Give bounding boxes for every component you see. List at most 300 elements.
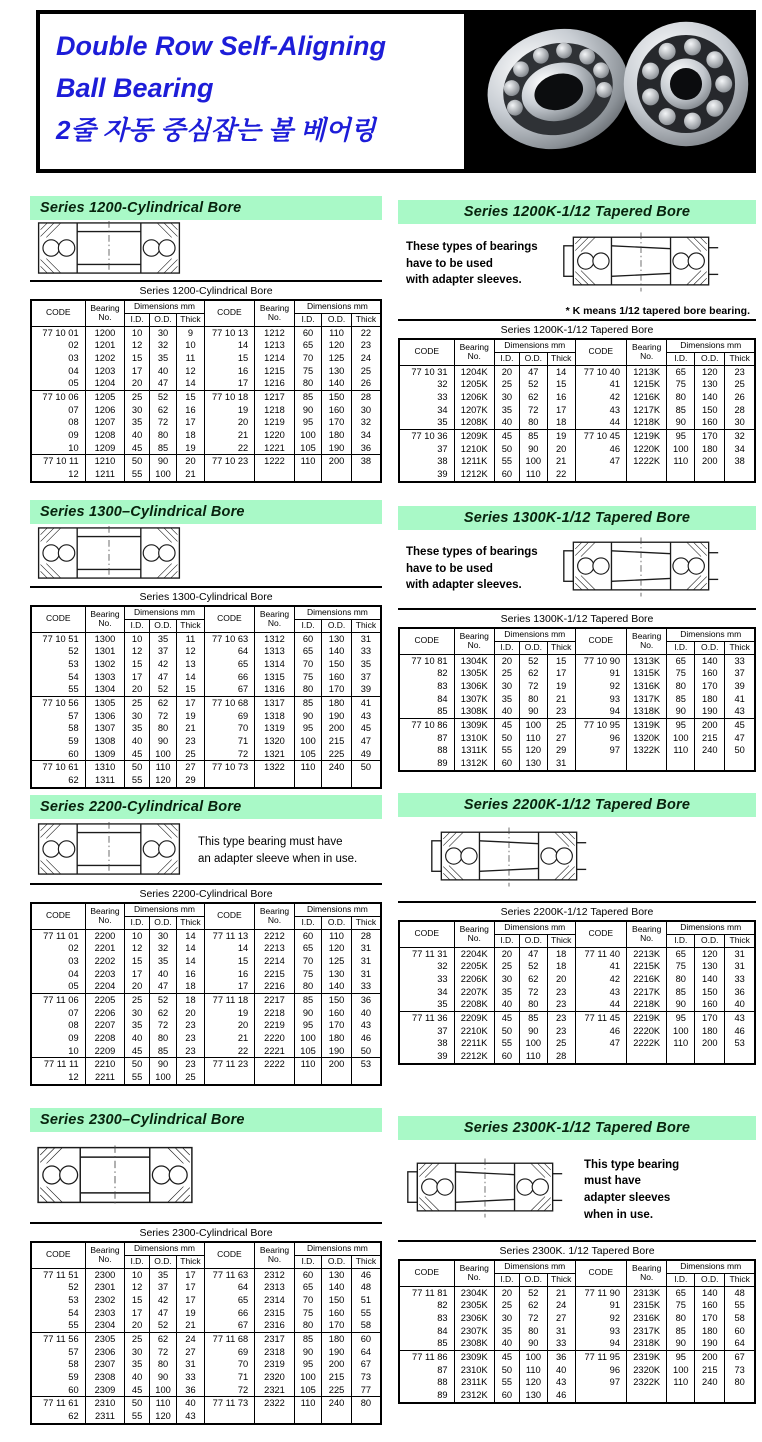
dimension-cell: 49 xyxy=(351,748,381,761)
dimension-cell: 75 xyxy=(667,960,695,973)
dimension-cell: 50 xyxy=(125,761,150,774)
dimension-cell: 170 xyxy=(695,1011,725,1024)
table-row xyxy=(399,1337,755,1350)
dimension-cell: 23 xyxy=(547,998,575,1011)
dimension-cell: 12 xyxy=(125,1281,150,1294)
note-line: must have xyxy=(584,1175,641,1188)
bearing-cross-section-diagram xyxy=(36,822,182,881)
code-cell: 77 10 81 xyxy=(411,655,448,666)
dimension-cell: 20 xyxy=(125,1319,150,1332)
dimension-cell: 20 xyxy=(177,1007,204,1020)
bearing-no-cell: 2315K xyxy=(627,1299,667,1312)
bearing-no-cell: 1216 xyxy=(255,377,295,390)
code-cell: 52 xyxy=(68,1282,79,1293)
dimension-cell: 15 xyxy=(125,1294,150,1307)
dimension-cell: 215 xyxy=(695,732,725,745)
note-line: These types of bearings xyxy=(406,545,538,558)
bearing-photo-icon xyxy=(474,14,642,164)
bearing-no-cell: 1304 xyxy=(85,683,125,696)
dimension-cell xyxy=(294,1071,321,1085)
dimension-cell: 85 xyxy=(667,1325,695,1338)
bearing-no-cell: 1314 xyxy=(255,658,295,671)
dimension-cell: 100 xyxy=(294,429,321,442)
col-subheader: O.D. xyxy=(149,916,176,929)
dimension-cell: 90 xyxy=(294,404,321,417)
usage-note xyxy=(402,237,560,291)
table-row xyxy=(31,968,381,981)
dimension-cell: 17 xyxy=(177,1294,204,1307)
bearing-no-cell: 1206K xyxy=(454,391,494,404)
dimension-cell: 140 xyxy=(695,973,725,986)
dimension-cell: 30 xyxy=(125,1007,150,1020)
dimension-cell: 80 xyxy=(294,980,321,993)
dimension-cell: 12 xyxy=(125,339,150,352)
col-header-dimensions: Dimensions mm xyxy=(125,1242,204,1255)
bearing-no-cell: 2303 xyxy=(85,1307,125,1320)
dimension-cell: 15 xyxy=(125,955,150,968)
series-banner-label: Series 2200K-1/12 Tapered Bore xyxy=(463,797,691,813)
code-cell: 07 xyxy=(68,404,79,415)
dimension-cell: 45 xyxy=(125,748,150,761)
note-line: adapter sleeves xyxy=(584,1192,671,1204)
dimension-cell: 52 xyxy=(149,1319,176,1332)
col-subheader: Thick xyxy=(725,934,755,947)
bearing-no-cell: 2206K xyxy=(454,973,494,986)
col-subheader: O.D. xyxy=(519,1273,547,1286)
code-cell: 19 xyxy=(204,404,255,417)
dimension-cell: 40 xyxy=(125,1371,150,1384)
dimension-cell xyxy=(725,1050,755,1064)
col-subheader: Thick xyxy=(547,641,575,654)
bearing-cross-section-diagram xyxy=(560,232,722,297)
dimension-cell: 45 xyxy=(494,718,519,731)
bearing-no-cell: 2202 xyxy=(85,955,125,968)
dimension-cell: 30 xyxy=(494,973,519,986)
dimension-cell xyxy=(351,1071,381,1085)
dimension-cell: 33 xyxy=(351,980,381,993)
bearing-table-2300 xyxy=(30,1241,382,1425)
dimension-cell: 200 xyxy=(322,1058,352,1071)
col-header-code: CODE xyxy=(204,606,255,632)
dimension-cell: 30 xyxy=(125,1346,150,1359)
dimension-cell: 70 xyxy=(294,1294,321,1307)
bearing-no-cell: 1316 xyxy=(255,683,295,696)
dimension-cell: 100 xyxy=(519,455,547,468)
table-row xyxy=(399,998,755,1011)
code-cell: 10 xyxy=(68,442,79,453)
series-banner-2200k xyxy=(398,793,756,817)
table-title: Series 1200-Cylindrical Bore xyxy=(30,280,382,299)
table-row xyxy=(399,365,755,378)
dimension-cell: 32 xyxy=(149,942,176,955)
dimension-cell: 17 xyxy=(177,416,204,429)
dimension-cell: 90 xyxy=(519,705,547,718)
dimension-cell: 80 xyxy=(519,1325,547,1338)
bearing-no-cell: 2219 xyxy=(255,1019,295,1032)
dimension-cell: 120 xyxy=(519,1376,547,1389)
dimension-cell: 15 xyxy=(547,654,575,667)
col-header-bearing-no: Bearing No. xyxy=(627,339,667,365)
bearing-no-cell: 2309K xyxy=(454,1350,494,1363)
bearing-no-cell: 1301 xyxy=(85,645,125,658)
col-subheader: Thick xyxy=(351,916,381,929)
dimension-cell: 31 xyxy=(351,968,381,981)
dimension-cell: 120 xyxy=(695,365,725,378)
dimension-cell xyxy=(322,468,352,482)
col-header-code: CODE xyxy=(575,339,626,365)
bearing-no-cell xyxy=(255,468,295,482)
code-cell: 70 xyxy=(204,1358,255,1371)
col-subheader: I.D. xyxy=(494,1273,519,1286)
col-header-bearing-no: Bearing No. xyxy=(454,921,494,947)
dimension-cell: 37 xyxy=(725,667,755,680)
bearing-no-cell: 2218K xyxy=(627,998,667,1011)
col-header-dimensions: Dimensions mm xyxy=(294,903,381,916)
code-cell: 12 xyxy=(68,1072,79,1083)
code-cell: 38 xyxy=(437,1038,448,1049)
dimension-cell: 105 xyxy=(294,748,321,761)
dimension-cell: 85 xyxy=(667,986,695,999)
code-cell: 77 10 68 xyxy=(204,696,255,709)
dimension-cell: 30 xyxy=(125,710,150,723)
bearing-photo-2-icon xyxy=(620,18,752,150)
bearing-no-cell: 2220 xyxy=(255,1032,295,1045)
bearing-no-cell: 1208K xyxy=(454,416,494,429)
code-cell: 84 xyxy=(437,1325,448,1336)
dimension-cell: 80 xyxy=(351,1397,381,1410)
dimension-cell: 20 xyxy=(547,973,575,986)
dimension-cell: 130 xyxy=(519,757,547,771)
code-cell: 03 xyxy=(68,352,79,363)
dimension-cell: 29 xyxy=(177,774,204,788)
dimension-cell: 180 xyxy=(695,443,725,456)
code-cell: 83 xyxy=(437,680,448,691)
code-cell: 55 xyxy=(68,1320,79,1331)
table-row xyxy=(399,693,755,706)
dimension-cell: 72 xyxy=(149,416,176,429)
page-title-korean: 2줄 자동 중심잡는 볼 베어링 xyxy=(56,114,376,145)
bearing-no-cell: 1309 xyxy=(85,748,125,761)
bearing-no-cell: 1318 xyxy=(255,710,295,723)
dimension-cell: 95 xyxy=(294,1358,321,1371)
bearing-no-cell: 1211 xyxy=(85,468,125,482)
bearing-no-cell: 1222K xyxy=(627,455,667,468)
col-header-dimensions: Dimensions mm xyxy=(294,300,381,313)
code-cell: 72 xyxy=(204,1384,255,1397)
dimension-cell: 55 xyxy=(125,774,150,788)
dimension-cell: 75 xyxy=(294,1307,321,1320)
dimension-cell: 30 xyxy=(149,929,176,942)
code-cell: 87 xyxy=(437,732,448,743)
bearing-no-cell: 1203 xyxy=(85,365,125,378)
bearing-no-cell: 2208K xyxy=(454,998,494,1011)
dimension-cell: 180 xyxy=(322,429,352,442)
dimension-cell: 85 xyxy=(294,993,321,1006)
bearing-no-cell: 2313 xyxy=(255,1281,295,1294)
dimension-cell: 160 xyxy=(695,998,725,1011)
title-box xyxy=(40,14,464,169)
code-cell: 09 xyxy=(68,1033,79,1044)
col-subheader: I.D. xyxy=(667,352,695,365)
bearing-no-cell: 2310K xyxy=(454,1364,494,1377)
dimension-cell: 80 xyxy=(149,1032,176,1045)
bearing-no-cell: 1302 xyxy=(85,658,125,671)
dimension-cell: 51 xyxy=(351,1294,381,1307)
dimension-cell: 11 xyxy=(177,352,204,365)
dimension-cell: 90 xyxy=(667,998,695,1011)
table-row xyxy=(399,404,755,417)
dimension-cell: 12 xyxy=(125,942,150,955)
dimension-cell: 80 xyxy=(667,680,695,693)
dimension-cell: 35 xyxy=(351,658,381,671)
dimension-cell: 43 xyxy=(725,705,755,718)
k-meaning-note: * K means 1/12 tapered bore bearing. xyxy=(565,305,750,317)
dimension-cell: 65 xyxy=(294,645,321,658)
dimension-cell: 85 xyxy=(667,693,695,706)
code-cell: 07 xyxy=(68,1007,79,1018)
dimension-cell: 18 xyxy=(547,960,575,973)
bearing-table-2200k xyxy=(398,920,756,1065)
dimension-cell: 36 xyxy=(351,442,381,455)
dimension-cell: 40 xyxy=(351,1007,381,1020)
bearing-no-cell xyxy=(627,468,667,482)
dimension-cell: 20 xyxy=(125,683,150,696)
code-cell: 93 xyxy=(575,1325,626,1338)
dimension-cell: 45 xyxy=(125,442,150,455)
dimension-cell: 55 xyxy=(125,1071,150,1085)
bearing-cross-section-diagram xyxy=(560,537,722,602)
code-cell: 66 xyxy=(204,1307,255,1320)
code-cell: 89 xyxy=(437,758,448,769)
bearing-no-cell: 2222 xyxy=(255,1058,295,1071)
col-subheader: Thick xyxy=(351,313,381,326)
code-cell: 20 xyxy=(204,1019,255,1032)
col-header-bearing-no: Bearing No. xyxy=(454,1260,494,1286)
dimension-cell: 22 xyxy=(351,326,381,339)
col-header-bearing-no: Bearing No. xyxy=(85,903,125,929)
bearing-no-cell: 1312K xyxy=(454,757,494,771)
table-row xyxy=(399,732,755,745)
table-row xyxy=(399,1286,755,1299)
dimension-cell: 80 xyxy=(149,1358,176,1371)
code-cell: 77 10 11 xyxy=(31,455,85,468)
bearing-no-cell: 1322K xyxy=(627,744,667,757)
bearing-no-cell: 1219 xyxy=(255,416,295,429)
dimension-cell: 64 xyxy=(725,1337,755,1350)
bearing-no-cell: 2211 xyxy=(85,1071,125,1085)
bearing-no-cell: 1214 xyxy=(255,352,295,365)
bearing-no-cell: 2218 xyxy=(255,1007,295,1020)
dimension-cell: 40 xyxy=(494,705,519,718)
bearing-no-cell: 1211K xyxy=(454,455,494,468)
code-cell: 71 xyxy=(204,1371,255,1384)
dimension-cell: 45 xyxy=(494,1011,519,1024)
dimension-cell: 25 xyxy=(351,365,381,378)
bearing-no-cell: 2205K xyxy=(454,960,494,973)
dimension-cell: 23 xyxy=(351,339,381,352)
dimension-cell: 35 xyxy=(125,1358,150,1371)
table-title: Series 2200K-1/12 Tapered Bore xyxy=(398,901,756,920)
code-cell: 64 xyxy=(204,1281,255,1294)
note-line: have to be used xyxy=(406,562,493,575)
dimension-cell: 13 xyxy=(177,658,204,671)
bearing-cross-section-diagram xyxy=(36,1139,194,1216)
dimension-cell: 105 xyxy=(294,1045,321,1058)
dimension-cell: 110 xyxy=(519,732,547,745)
note-line: have to be used xyxy=(406,257,493,270)
dimension-cell: 20 xyxy=(125,980,150,993)
table-row xyxy=(31,1346,381,1359)
code-cell: 03 xyxy=(68,955,79,966)
dimension-cell: 72 xyxy=(149,1346,176,1359)
code-cell: 08 xyxy=(68,417,79,428)
dimension-cell: 46 xyxy=(725,1025,755,1038)
bearing-no-cell: 1202 xyxy=(85,352,125,365)
bearing-no-cell: 1209 xyxy=(85,442,125,455)
dimension-cell: 24 xyxy=(547,1299,575,1312)
dimension-cell: 43 xyxy=(351,710,381,723)
table-row xyxy=(31,1281,381,1294)
dimension-cell: 80 xyxy=(667,391,695,404)
dimension-cell: 21 xyxy=(547,693,575,706)
dimension-cell: 55 xyxy=(125,468,150,482)
bearing-cross-section-diagram xyxy=(36,221,182,280)
bearing-no-cell: 2209K xyxy=(454,1011,494,1024)
col-subheader: O.D. xyxy=(322,619,352,632)
code-cell: 62 xyxy=(68,775,79,786)
bearing-no-cell: 2312 xyxy=(255,1268,295,1281)
dimension-cell: 30 xyxy=(494,391,519,404)
bearing-no-cell: 1217 xyxy=(255,390,295,403)
dimension-cell: 85 xyxy=(149,442,176,455)
dimension-cell: 90 xyxy=(149,735,176,748)
code-cell: 77 10 73 xyxy=(204,761,255,774)
dimension-cell xyxy=(667,1050,695,1064)
dimension-cell: 120 xyxy=(695,947,725,960)
dimension-cell: 140 xyxy=(322,645,352,658)
dimension-cell: 58 xyxy=(351,1319,381,1332)
code-cell: 85 xyxy=(437,706,448,717)
dimension-cell: 100 xyxy=(149,1384,176,1397)
bearing-no-cell: 2300 xyxy=(85,1268,125,1281)
dimension-cell xyxy=(725,1389,755,1403)
dimension-cell: 240 xyxy=(695,1376,725,1389)
table-row xyxy=(31,1371,381,1384)
dimension-cell: 190 xyxy=(695,705,725,718)
dimension-cell: 225 xyxy=(322,748,352,761)
code-cell: 77 11 61 xyxy=(31,1397,85,1410)
dimension-cell xyxy=(667,1389,695,1403)
series-banner-1300 xyxy=(30,500,382,524)
note-line: This type bearing xyxy=(584,1158,680,1171)
dimension-cell: 75 xyxy=(294,365,321,378)
dimension-cell: 100 xyxy=(294,1032,321,1045)
bearing-no-cell: 2301 xyxy=(85,1281,125,1294)
col-header-bearing-no: Bearing No. xyxy=(85,300,125,326)
bearing-no-cell: 2321 xyxy=(255,1384,295,1397)
dimension-cell: 70 xyxy=(294,352,321,365)
bearing-table-1300k xyxy=(398,627,756,772)
dimension-cell: 140 xyxy=(322,377,352,390)
code-cell: 77 10 36 xyxy=(399,429,454,442)
code-cell: 77 11 31 xyxy=(412,948,448,959)
dimension-cell: 36 xyxy=(725,986,755,999)
dimension-cell: 17 xyxy=(125,968,150,981)
dimension-cell: 72 xyxy=(149,1019,176,1032)
dimension-cell: 110 xyxy=(294,1397,321,1410)
bearing-no-cell: 2317K xyxy=(627,1325,667,1338)
dimension-cell: 190 xyxy=(322,1346,352,1359)
col-subheader: I.D. xyxy=(494,352,519,365)
dimension-cell: 18 xyxy=(177,429,204,442)
dimension-cell: 125 xyxy=(322,352,352,365)
dimension-cell: 95 xyxy=(294,1019,321,1032)
dimension-cell: 200 xyxy=(695,718,725,731)
dimension-cell: 14 xyxy=(177,929,204,942)
dimension-cell: 17 xyxy=(177,1268,204,1281)
table-title: Series 2200-Cylindrical Bore xyxy=(30,883,382,902)
col-subheader: O.D. xyxy=(695,934,725,947)
bearing-no-cell: 2319 xyxy=(255,1358,295,1371)
dimension-cell: 23 xyxy=(177,1045,204,1058)
dimension-cell: 180 xyxy=(695,1025,725,1038)
dimension-cell: 110 xyxy=(322,929,352,942)
bearing-no-cell: 2312K xyxy=(454,1389,494,1403)
bearing-no-cell: 2310 xyxy=(85,1397,125,1410)
code-cell: 05 xyxy=(68,981,79,992)
dimension-cell: 72 xyxy=(519,986,547,999)
bearing-no-cell: 1200 xyxy=(85,326,125,339)
col-header-bearing-no: Bearing No. xyxy=(255,606,295,632)
bearing-no-cell: 1320 xyxy=(255,735,295,748)
code-cell: 77 10 18 xyxy=(204,390,255,403)
section-body xyxy=(30,220,382,280)
dimension-cell: 60 xyxy=(494,1050,519,1064)
page-header xyxy=(36,10,756,173)
bearing-table-2200 xyxy=(30,902,382,1086)
series-banner-1300k xyxy=(398,506,756,530)
bearing-no-cell xyxy=(255,1410,295,1424)
table-row xyxy=(31,710,381,723)
bearing-no-cell: 1210 xyxy=(85,455,125,468)
code-cell: 77 10 40 xyxy=(575,365,626,378)
col-header-bearing-no: Bearing No. xyxy=(85,1242,125,1268)
dimension-cell: 170 xyxy=(322,1019,352,1032)
code-cell: 19 xyxy=(204,1007,255,1020)
dimension-cell: 75 xyxy=(294,968,321,981)
bearing-no-cell: 1310K xyxy=(454,732,494,745)
code-cell: 89 xyxy=(437,1390,448,1401)
col-subheader: O.D. xyxy=(149,313,176,326)
dimension-cell: 150 xyxy=(322,658,352,671)
code-cell: 34 xyxy=(437,986,448,997)
col-subheader: O.D. xyxy=(519,934,547,947)
col-header-code: CODE xyxy=(575,921,626,947)
dimension-cell: 43 xyxy=(177,1410,204,1424)
dimension-cell xyxy=(667,757,695,771)
bearing-no-cell: 2217 xyxy=(255,993,295,1006)
dimension-cell: 30 xyxy=(494,680,519,693)
dimension-cell: 120 xyxy=(519,744,547,757)
dimension-cell: 60 xyxy=(294,1268,321,1281)
col-header-dimensions: Dimensions mm xyxy=(494,628,575,641)
dimension-cell: 160 xyxy=(322,1307,352,1320)
bearing-no-cell: 1308K xyxy=(454,705,494,718)
dimension-cell: 100 xyxy=(519,1350,547,1363)
dimension-cell: 48 xyxy=(351,1281,381,1294)
dimension-cell: 140 xyxy=(695,1286,725,1299)
dimension-cell: 27 xyxy=(547,732,575,745)
